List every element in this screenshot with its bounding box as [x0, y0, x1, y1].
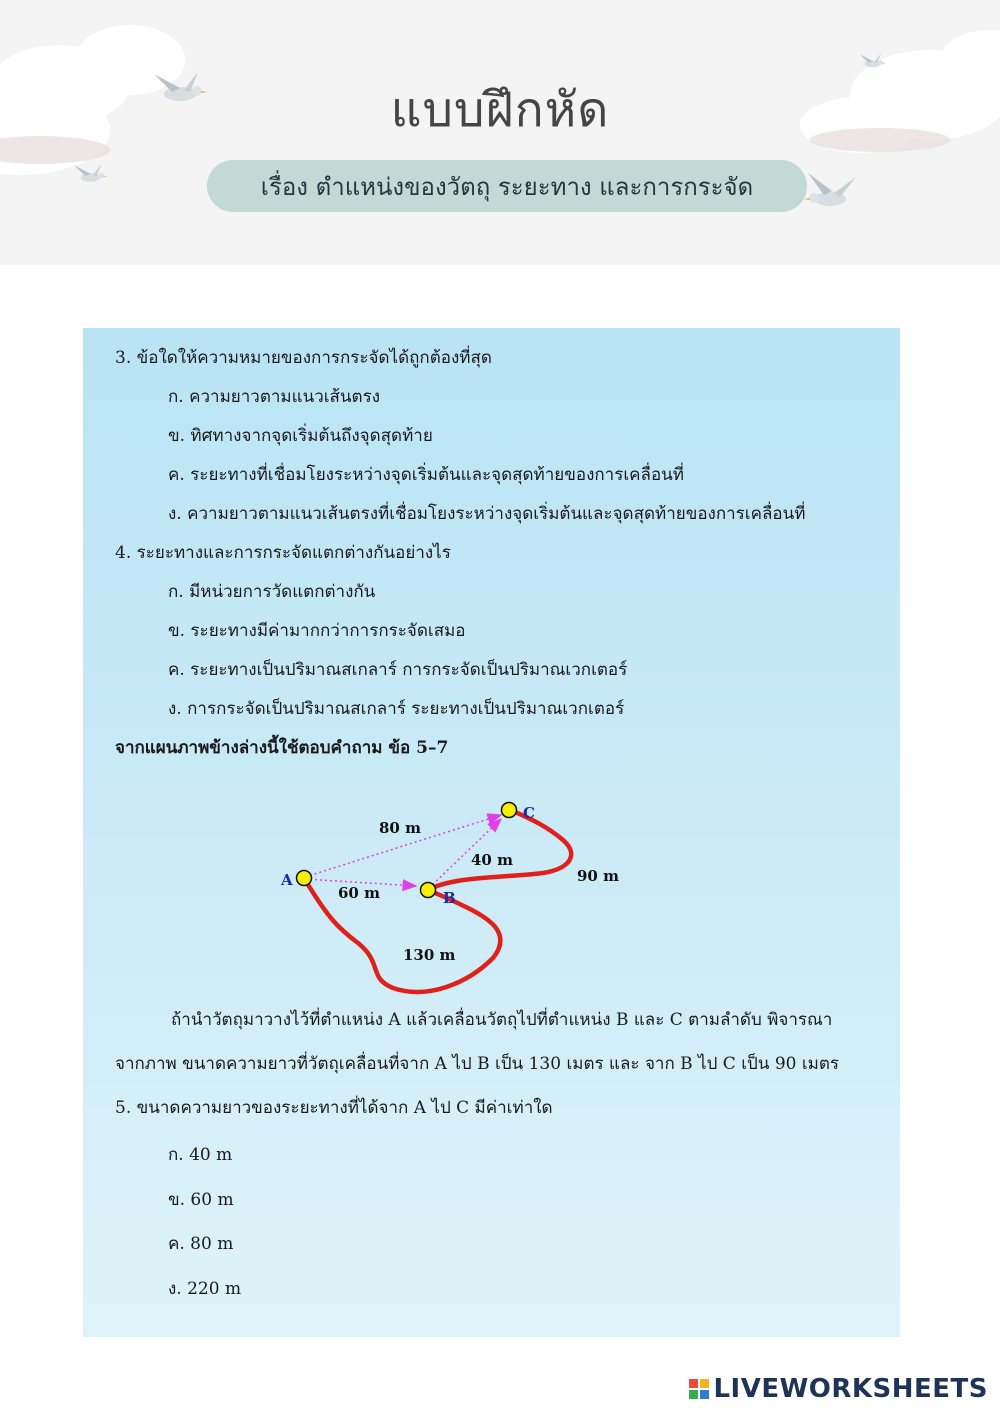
label-ab: 60 m [338, 884, 380, 902]
paragraph-line-2: จากภาพ ขนาดความยาวที่วัตถุเคลื่อนที่จาก A ไป B เป็น 130 เมตร และ จาก B ไป C เป็น 90 เมตร [115, 1054, 840, 1074]
paragraph-line-1: ถ้านำวัตถุมาวางไว้ที่ตำแหน่ง A แล้วเคลื่อนวัตถุไปที่ตำแหน่ง B และ C ตามลำดับ พิจารณา [171, 1010, 833, 1030]
question-4-option-b: ข. ระยะทางมีค่ามากกว่าการกระจัดเสมอ [168, 621, 466, 641]
question-5-option-b: ข. 60 m [168, 1190, 234, 1210]
question-4-option-a: ก. มีหน่วยการวัดแตกต่างกัน [168, 582, 376, 602]
question-4-option-c: ค. ระยะทางเป็นปริมาณสเกลาร์ การกระจัดเป็นปริมาณเวกเตอร์ [168, 660, 628, 680]
label-path-bc: 90 m [577, 867, 619, 885]
path-a-to-b [304, 878, 500, 992]
point-b [421, 883, 436, 898]
point-c [502, 803, 517, 818]
point-a-label: A [281, 871, 293, 889]
question-3-option-d: ง. ความยาวตามแนวเส้นตรงที่เชื่อมโยงระหว่างจุดเริ่มต้นและจุดสุดท้ายของการเคลื่อนที่ [168, 504, 806, 524]
page-subtitle [207, 160, 807, 212]
question-3: 3. ข้อใดให้ความหมายของการกระจัดได้ถูกต้องที่สุด [115, 348, 492, 368]
point-a [297, 871, 312, 886]
diagram-instruction: จากแผนภาพข้างล่างนี้ใช้ตอบคำถาม ข้อ 5–7 [115, 738, 449, 758]
question-5-option-d: ง. 220 m [168, 1279, 242, 1299]
liveworksheets-logo-icon [689, 1379, 709, 1399]
question-4: 4. ระยะทางและการกระจัดแตกต่างกันอย่างไร [115, 543, 451, 563]
footer-brand [689, 1372, 988, 1406]
question-5: 5. ขนาดความยาวของระยะทางที่ได้จาก A ไป C มีค่าเท่าใด [115, 1098, 553, 1118]
subtitle-text: เรื่อง ตำแหน่งของวัตถุ ระยะทาง และการกระจัด [260, 172, 754, 201]
bird-icon [72, 162, 110, 188]
brand-name: LIVEWORKSHEETS [713, 1374, 988, 1404]
bird-icon [858, 52, 888, 72]
label-bc: 40 m [471, 851, 513, 869]
path-b-to-c [428, 810, 571, 890]
question-3-option-a: ก. ความยาวตามแนวเส้นตรง [168, 387, 381, 407]
label-path-ab: 130 m [403, 946, 456, 964]
page-title: แบบฝึกหัด [390, 82, 610, 138]
question-5-option-a: ก. 40 m [168, 1145, 233, 1165]
bird-icon [800, 172, 862, 214]
question-4-option-d: ง. การกระจัดเป็นปริมาณสเกลาร์ ระยะทางเป็นปริมาณเวกเตอร์ [168, 699, 625, 719]
point-c-label: C [523, 804, 535, 822]
question-3-option-b: ข. ทิศทางจากจุดเริ่มต้นถึงจุดสุดท้าย [168, 426, 433, 446]
page-header [0, 0, 1000, 265]
question-3-option-c: ค. ระยะทางที่เชื่อมโยงระหว่างจุดเริ่มต้นและจุดสุดท้ายของการเคลื่อนที่ [168, 465, 684, 485]
question-5-option-c: ค. 80 m [168, 1234, 234, 1254]
worksheet-panel [83, 328, 900, 1337]
label-ac: 80 m [379, 819, 421, 837]
point-b-label: B [443, 889, 456, 907]
displacement-diagram [83, 328, 900, 1008]
